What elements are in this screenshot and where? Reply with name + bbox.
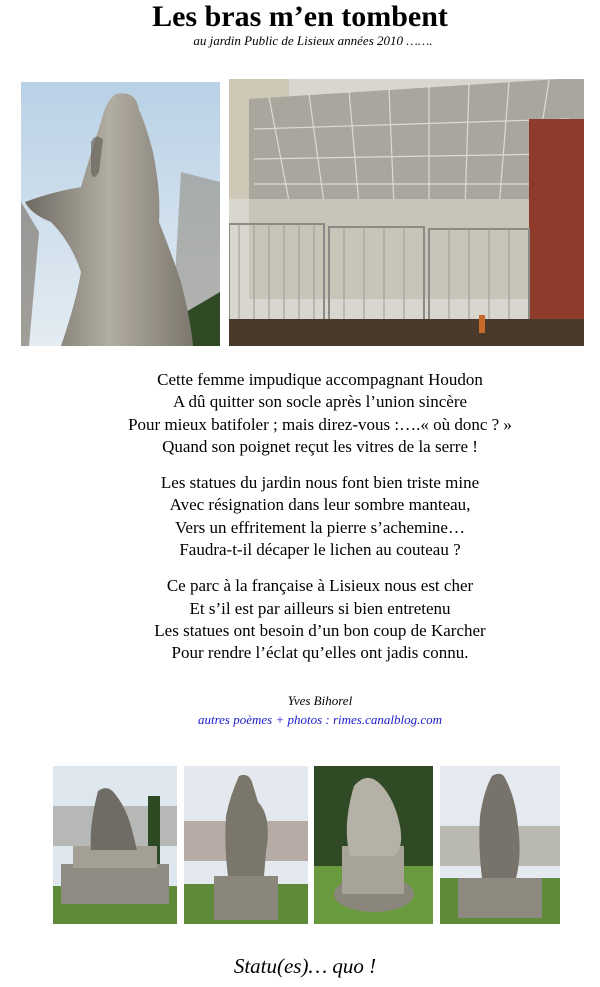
page-subtitle: au jardin Public de Lisieux années 2010 ……. <box>193 33 433 48</box>
poem-line: Quand son poignet reçut les vitres de la serre ! <box>162 436 478 456</box>
poem-author: Yves Bihorel <box>287 693 353 708</box>
poem-line: Pour rendre l’éclat qu’elles ont jadis connu. <box>171 643 469 663</box>
poem <box>0 369 600 679</box>
poem-stanza <box>0 575 600 664</box>
statue-photo-standing <box>184 766 308 924</box>
poem-line: Et s’il est par ailleurs si bien entretenu <box>189 598 451 618</box>
statue-photo-woman <box>21 82 220 346</box>
blog-link[interactable]: autres poèmes + photos : rimes.canalblog.com <box>197 712 443 727</box>
poem-line: Faudra-t-il décaper le lichen au couteau ? <box>179 540 461 560</box>
statue-photo-group <box>314 766 433 924</box>
greenhouse-photo <box>229 79 584 346</box>
statue-photo-seated <box>53 766 177 924</box>
poem-line: Les statues du jardin nous font bien triste mine <box>160 473 480 493</box>
poem-line: Pour mieux batifoler ; mais direz-vous :….« où donc ? » <box>128 414 512 434</box>
page-title: Les bras m’en tombent <box>152 0 448 33</box>
poem-stanza <box>0 472 600 561</box>
poem-line: Vers un effritement la pierre s’achemine… <box>175 517 465 537</box>
poem-line: A dû quitter son socle après l’union sincère <box>172 392 468 412</box>
poem-line: Avec résignation dans leur sombre manteau, <box>169 495 471 515</box>
poem-line: Ce parc à la française à Lisieux nous est cher <box>166 576 474 596</box>
poem-line: Cette femme impudique accompagnant Houdon <box>157 370 483 389</box>
poem-line: Les statues ont besoin d’un bon coup de Karcher <box>154 620 486 640</box>
footer-caption: Statu(es)… quo ! <box>233 954 377 978</box>
poem-stanza <box>0 369 600 458</box>
statue-photo-pedestal <box>440 766 560 924</box>
